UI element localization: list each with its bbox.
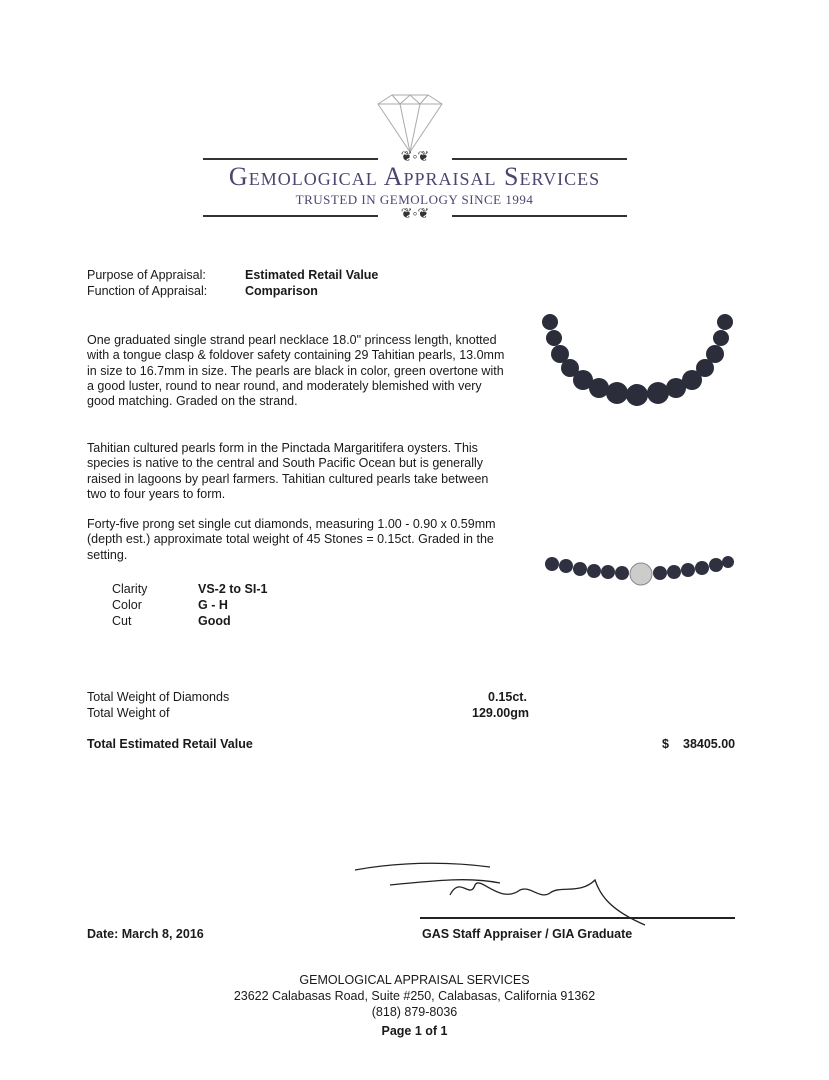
total-diamond-weight-value: 0.15ct. — [488, 690, 527, 704]
cut-label: Cut — [112, 614, 132, 628]
divider — [203, 158, 378, 160]
clarity-value: VS-2 to SI-1 — [198, 582, 268, 596]
total-retail-label: Total Estimated Retail Value — [87, 737, 253, 751]
color-value: G - H — [198, 598, 228, 612]
company-logo-title: Gemological Appraisal Services — [228, 162, 601, 191]
total-diamond-weight-label: Total Weight of Diamonds — [87, 690, 230, 704]
divider — [203, 215, 378, 217]
pearl-info-paragraph: Tahitian cultured pearls form in the Pinctada Margaritifera oysters. This species is native to the central and South Pacific Ocean but is generally raised in lagoons by pearl farmers. Tahitian cultured pearls take between two to four years to form. — [87, 441, 489, 501]
function-label: Function of Appraisal: — [87, 284, 208, 298]
necklace-photo — [535, 310, 740, 410]
flourish-icon: ❦◦❦ — [400, 148, 430, 164]
page-number: Page 1 of 1 — [381, 1024, 448, 1038]
clarity-label: Clarity — [112, 582, 148, 596]
appraisal-date: Date: March 8, 2016 — [87, 927, 204, 941]
cut-value: Good — [198, 614, 231, 628]
footer-address: 23622 Calabasas Road, Suite #250, Calabasas, California 91362 — [233, 989, 596, 1003]
currency-symbol: $ — [662, 737, 669, 751]
color-label: Color — [112, 598, 142, 612]
clasp-photo — [540, 550, 735, 590]
divider — [452, 158, 627, 160]
signature — [350, 855, 670, 930]
company-tagline: TRUSTED IN GEMOLOGY SINCE 1994 — [295, 192, 534, 207]
signer-title: GAS Staff Appraiser / GIA Graduate — [422, 927, 633, 941]
signature-line — [420, 917, 735, 919]
total-weight-label: Total Weight of — [87, 706, 170, 720]
footer-company: GEMOLOGICAL APPRAISAL SERVICES — [299, 973, 530, 987]
total-retail-value: 38405.00 — [683, 737, 736, 751]
divider — [452, 215, 627, 217]
purpose-value: Estimated Retail Value — [245, 268, 379, 282]
footer-phone: (818) 879-8036 — [371, 1005, 458, 1019]
diamond-paragraph: Forty-five prong set single cut diamonds, measuring 1.00 - 0.90 x 0.59mm (depth est.) approximate total weight of 45 Stones = 0.15ct. Graded in the setting. — [87, 517, 496, 562]
purpose-label: Purpose of Appraisal: — [87, 268, 206, 282]
flourish-icon: ❦◦❦ — [400, 205, 430, 221]
description-paragraph: One graduated single strand pearl necklace 18.0" princess length, knotted with a tongue clasp & foldover safety containing 29 Tahitian pearls, 13.0mm in size to 16.7mm in size. The pearls are black in color, green overtone with a good luster, round to near round, and moderately blemished with very good matching. Graded on the strand. — [87, 333, 505, 409]
total-weight-value: 129.00gm — [472, 706, 529, 720]
function-value: Comparison — [245, 284, 318, 298]
